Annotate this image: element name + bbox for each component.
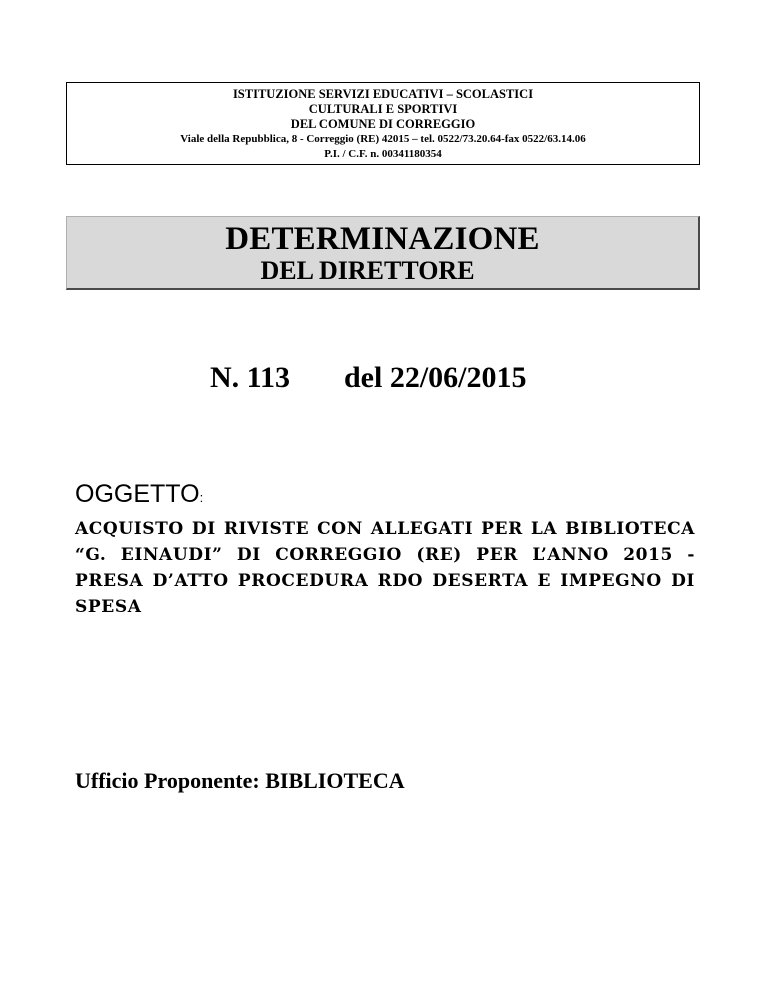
document-number: N. 113 [210, 361, 291, 394]
document-date: del 22/06/2015 [344, 361, 527, 394]
proposing-office: Ufficio Proponente: BIBLIOTECA [75, 768, 405, 793]
subject-label-text: OGGETTO [75, 480, 200, 508]
header-line-2: CULTURALI E SPORTIVI [308, 102, 458, 116]
document-title-box [66, 216, 700, 290]
subject-label [75, 478, 203, 514]
header-address: Viale della Repubblica, 8 - Correggio (RE) 42015 – tel. 0522/73.20.64-fax 0522/63.14.06 [180, 133, 586, 145]
document-title: DETERMINAZIONE [225, 221, 540, 257]
subject-label-colon: : [199, 490, 204, 505]
header-line-3: DEL COMUNE DI CORREGGIO [290, 117, 476, 131]
institution-header [66, 82, 700, 165]
subject-text: ACQUISTO DI RIVISTE CON ALLEGATI PER LA BIBLIOTECA “G. EINAUDI” DI CORREGGIO (RE) PER L’ANNO 2015 - PRESA D’ATTO PROCEDURA RDO DESERTA E IMPEGNO DI SPESA [75, 519, 695, 617]
document-subtitle: DEL DIRETTORE [260, 256, 475, 285]
header-line-1: ISTITUZIONE SERVIZI EDUCATIVI – SCOLASTICI [232, 87, 534, 101]
header-tax-id: P.I. / C.F. n. 00341180354 [324, 148, 442, 160]
